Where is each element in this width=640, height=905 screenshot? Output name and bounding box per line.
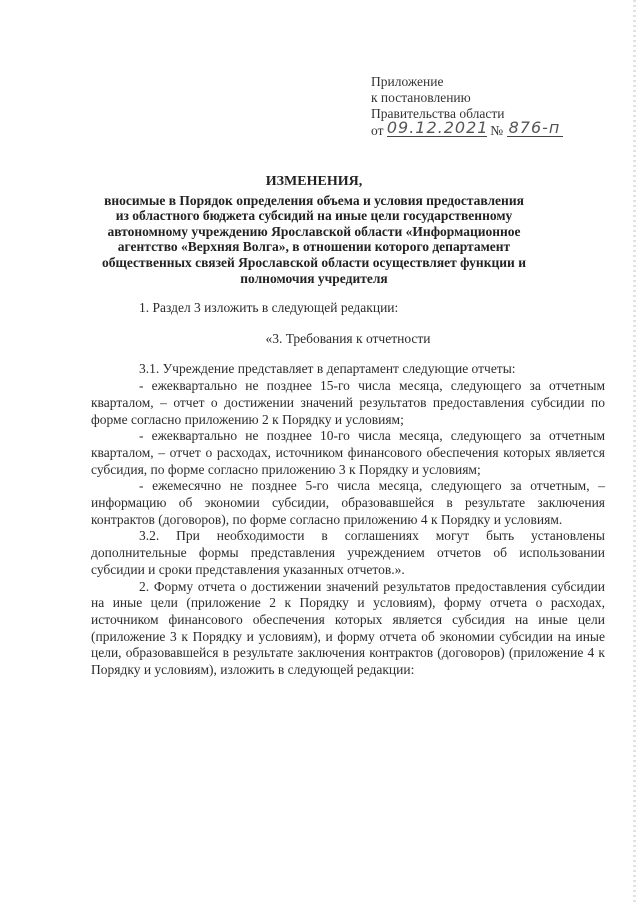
approval-stamp [371, 74, 563, 139]
document-subtitle: вносимые в Порядок определения объема и условия предоставления из областного бюджета субсидий на иные цели государственному автономному учреждению Ярославской области «Информационное агентство «Верхняя Волга», в отношении которого департамент общественных связей Ярославской области осуществляет функции и полномочия учредителя [102, 192, 526, 286]
paragraph-dash-1: - ежеквартально не позднее 15-го числа месяца, следующего за отчетным кварталом, – отчет о достижении значений результатов предоставления субсидии по форме согласно приложению 2 к Порядку и условиям; [91, 378, 605, 427]
handwritten-date: 09.12.2021 [386, 118, 489, 137]
section-heading: «3. Требования к отчетности [265, 330, 431, 346]
approval-line-appendix: Приложение [371, 74, 444, 89]
approval-line-government: Правительства области [371, 106, 505, 121]
approval-line-resolution: к постановлению [371, 90, 471, 105]
number-label: № [490, 123, 504, 138]
handwritten-number: 876-п [507, 120, 563, 137]
paragraph-3-2: 3.2. При необходимости в соглашениях могут быть установлены дополнительные формы представления учреждением отчетов об использовании субсидии и сроки представления указанных отчетов.». [91, 528, 605, 577]
document-body [91, 300, 605, 679]
paragraph-dash-2: - ежеквартально не позднее 10-го числа месяца, следующего за отчетным кварталом, – отчет о расходах, источником финансового обеспечения которых является субсидия, по форме согласно приложению 3 к Порядку и условиям; [91, 428, 605, 477]
paragraph-item-2: 2. Форму отчета о достижении значений результатов предоставления субсидии на иные цели (приложение 2 к Порядку и условиям), форму отчета о расходах, источником финансового обеспечения которых является субсидия на иные цели (приложение 3 к Порядку и условиям), и форму отчета об экономии субсидии на иные цели, образовавшейся в результате заключения контрактов (договоров) (приложение 4 к Порядку и условиям), изложить в следующей редакции: [91, 578, 605, 678]
scan-edge [633, 0, 636, 905]
approval-line-date-number [371, 118, 563, 139]
paragraph-dash-3: - ежемесячно не позднее 5-го числа месяца, следующего за отчетным, – информацию об экономии субсидии, образовавшейся в результате заключения контрактов (договоров), по форме согласно приложению 4 к Порядку и условиям. [91, 478, 605, 527]
from-label: от [371, 123, 384, 138]
paragraph-3-1: 3.1. Учреждение представляет в департамент следующие отчеты: [139, 361, 516, 377]
paragraph-item-1: 1. Раздел 3 изложить в следующей редакции: [139, 300, 399, 315]
document-title-block [98, 174, 530, 286]
document-title: ИЗМЕНЕНИЯ, [265, 174, 363, 189]
